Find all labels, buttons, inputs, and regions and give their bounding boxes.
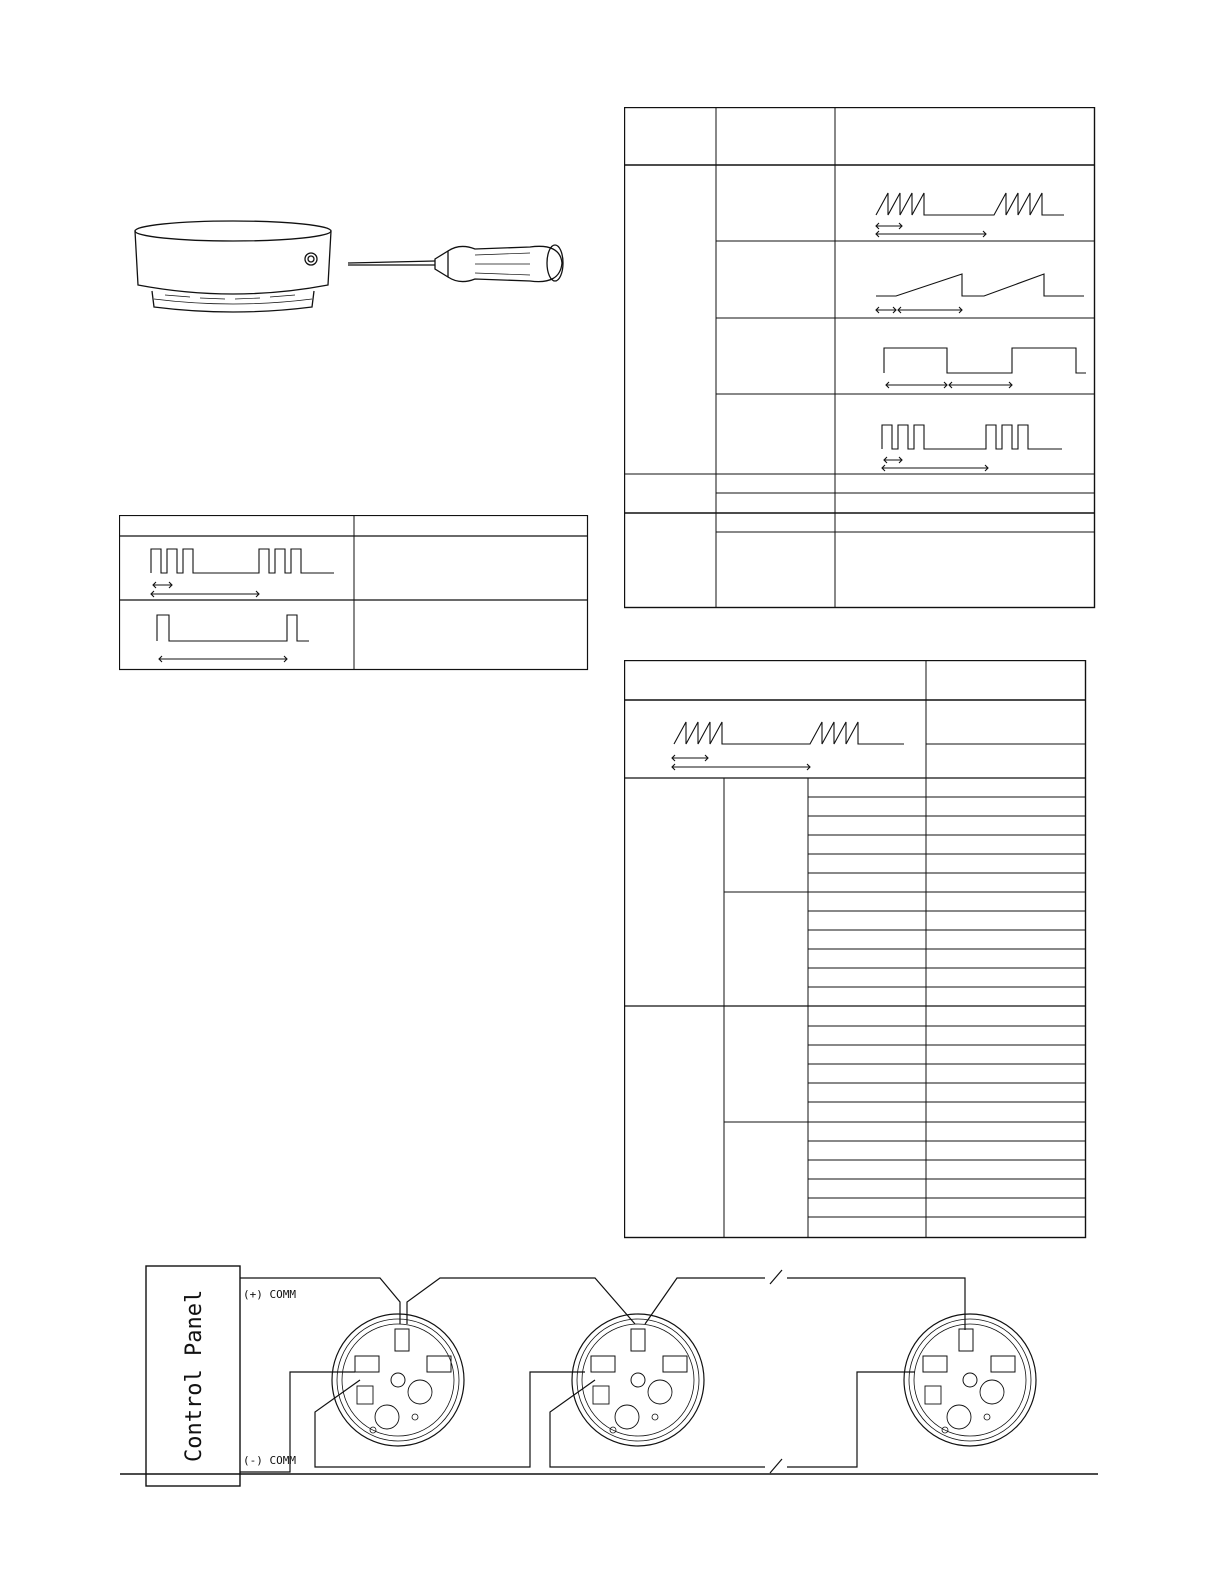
left-pattern-table: [119, 515, 589, 671]
bottom-header-pattern: [672, 722, 904, 770]
right-row-1-pattern: [876, 193, 1064, 237]
right-top-table: [624, 107, 1096, 610]
detector-body: [135, 221, 331, 312]
wiring-diagram: [115, 1262, 1100, 1492]
device-base-3: [904, 1314, 1036, 1446]
right-row-4-pattern: [882, 425, 1062, 471]
right-bottom-table: [624, 660, 1087, 1240]
left-row-1-pattern: [151, 549, 334, 597]
right-row-3-pattern: [884, 348, 1086, 388]
control-panel-label: Control Panel: [182, 1289, 207, 1462]
device-base-2: [572, 1314, 704, 1446]
device-base-1: [332, 1314, 464, 1446]
right-row-2-pattern: [876, 274, 1084, 313]
detector-illustration: [130, 215, 590, 325]
left-row-2-pattern: [157, 615, 309, 662]
positive-comm-label: (+) COMM: [243, 1288, 296, 1301]
negative-comm-label: (-) COMM: [243, 1454, 296, 1467]
screwdriver: [348, 245, 563, 282]
